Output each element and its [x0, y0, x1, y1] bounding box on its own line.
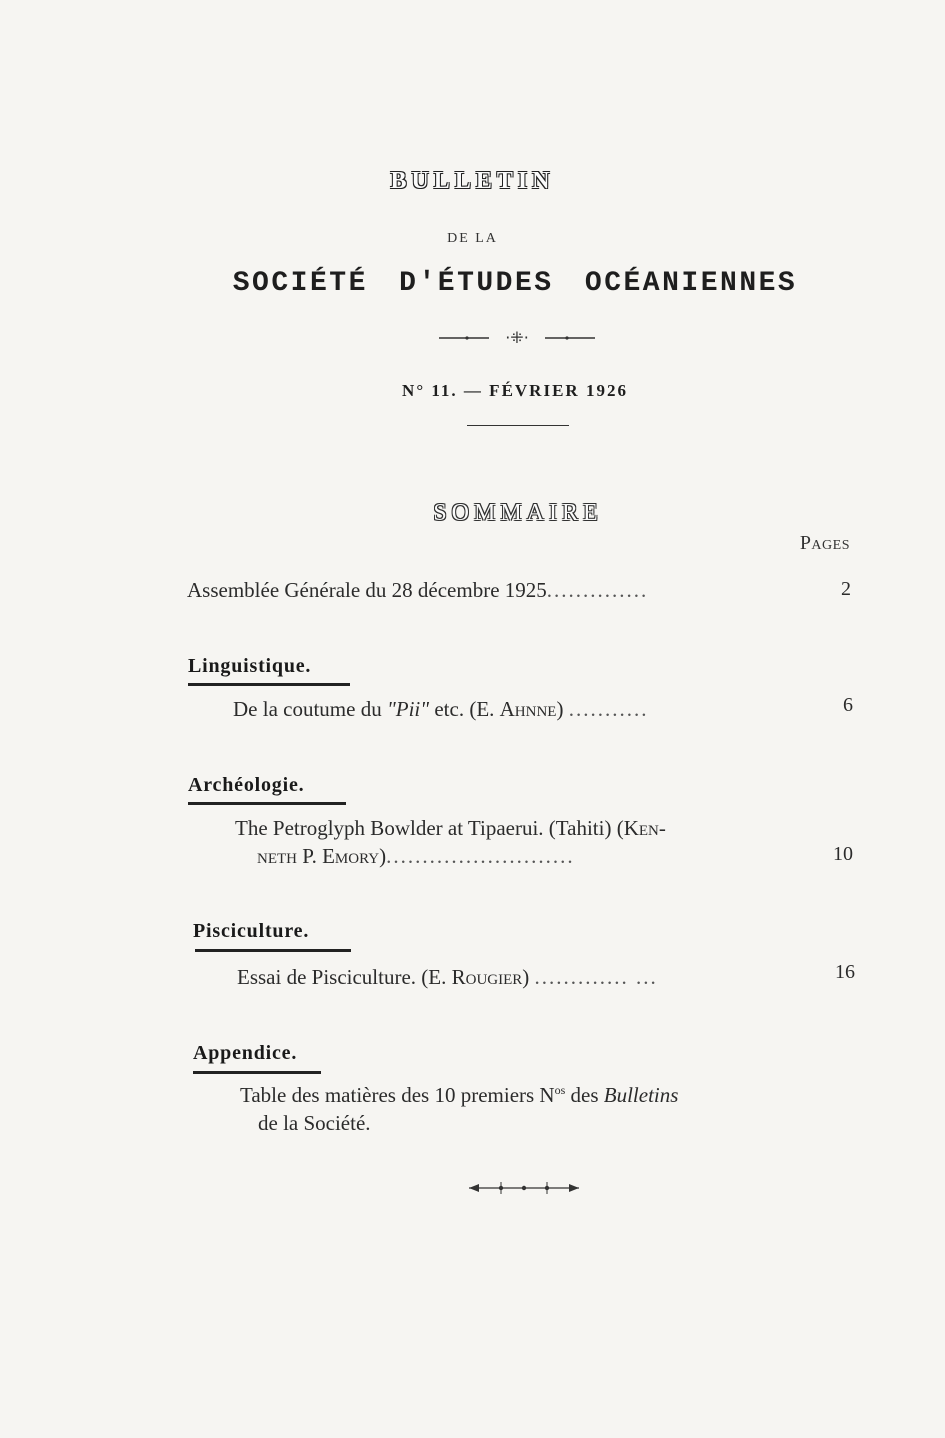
- section-underline: [193, 1071, 321, 1074]
- entry-author: neth P. Emory: [257, 844, 380, 868]
- entry-text: ): [379, 844, 387, 868]
- issue-underline: [467, 425, 569, 426]
- ornament-divider-icon: [437, 326, 597, 348]
- section-underline: [188, 683, 350, 686]
- bulletin-title: BULLETIN: [390, 168, 555, 194]
- toc-page-number: 16: [835, 961, 855, 983]
- toc-page-number: 10: [833, 843, 853, 865]
- toc-entry-petroglyph-line2: [257, 844, 575, 869]
- section-heading-linguistique: Linguistique.: [188, 655, 312, 677]
- entry-author: Ken-: [623, 816, 666, 840]
- entry-text: The Petroglyph Bowlder at Tipaerui. (Tahiti) (: [235, 816, 624, 840]
- entry-text: des: [565, 1083, 604, 1107]
- de-la-label: DE LA: [447, 231, 498, 246]
- society-name: SOCIÉTÉ D'ÉTUDES OCÉANIENNES: [232, 268, 798, 299]
- entry-author: Rougier: [451, 965, 523, 989]
- dot-leader: ..............: [546, 578, 649, 602]
- toc-entry-table-line1: [240, 1083, 678, 1108]
- entry-text: Table des matières des 10 premiers N: [240, 1083, 555, 1107]
- toc-entry-table-line2: de la Société.: [258, 1111, 371, 1135]
- toc-entry-assemblee: [187, 578, 648, 603]
- toc-entry-essai: [237, 965, 658, 990]
- entry-title: "Pii": [386, 697, 430, 721]
- dot-leader: ..........................: [386, 844, 575, 868]
- entry-text: Essai de Pisciculture. (E.: [237, 965, 452, 989]
- toc-page-number: 2: [841, 578, 851, 600]
- section-heading-archeologie: Archéologie.: [188, 774, 305, 796]
- section-heading-appendice: Appendice.: [193, 1042, 298, 1064]
- entry-author: Ahnne: [499, 697, 557, 721]
- entry-italic-title: Bulletins: [603, 1083, 679, 1107]
- sommaire-title: SOMMAIRE: [433, 500, 603, 526]
- toc-page-number: 6: [843, 694, 853, 716]
- svg-text:·⁜·: ·⁜·: [505, 328, 529, 347]
- dot-leader: ............. ...: [534, 965, 658, 989]
- toc-entry-petroglyph-line1: [235, 816, 666, 841]
- entry-text: etc. (E.: [429, 697, 500, 721]
- section-underline: [188, 802, 346, 805]
- dot-leader: ...........: [568, 697, 649, 721]
- entry-text: De la coutume du: [233, 697, 387, 721]
- entry-text: ): [556, 697, 564, 721]
- section-underline: [195, 949, 351, 952]
- pages-column-header: Pages: [799, 532, 850, 554]
- entry-text: ): [522, 965, 530, 989]
- toc-entry-pii: [233, 697, 648, 722]
- toc-entry-text: Assemblée Générale du 28 décembre 1925: [187, 578, 547, 602]
- section-heading-pisciculture: Pisciculture.: [193, 920, 310, 942]
- issue-line: N° 11. — FÉVRIER 1926: [402, 381, 628, 400]
- entry-superscript: os: [554, 1083, 566, 1097]
- ornament-end-icon: [467, 1178, 581, 1198]
